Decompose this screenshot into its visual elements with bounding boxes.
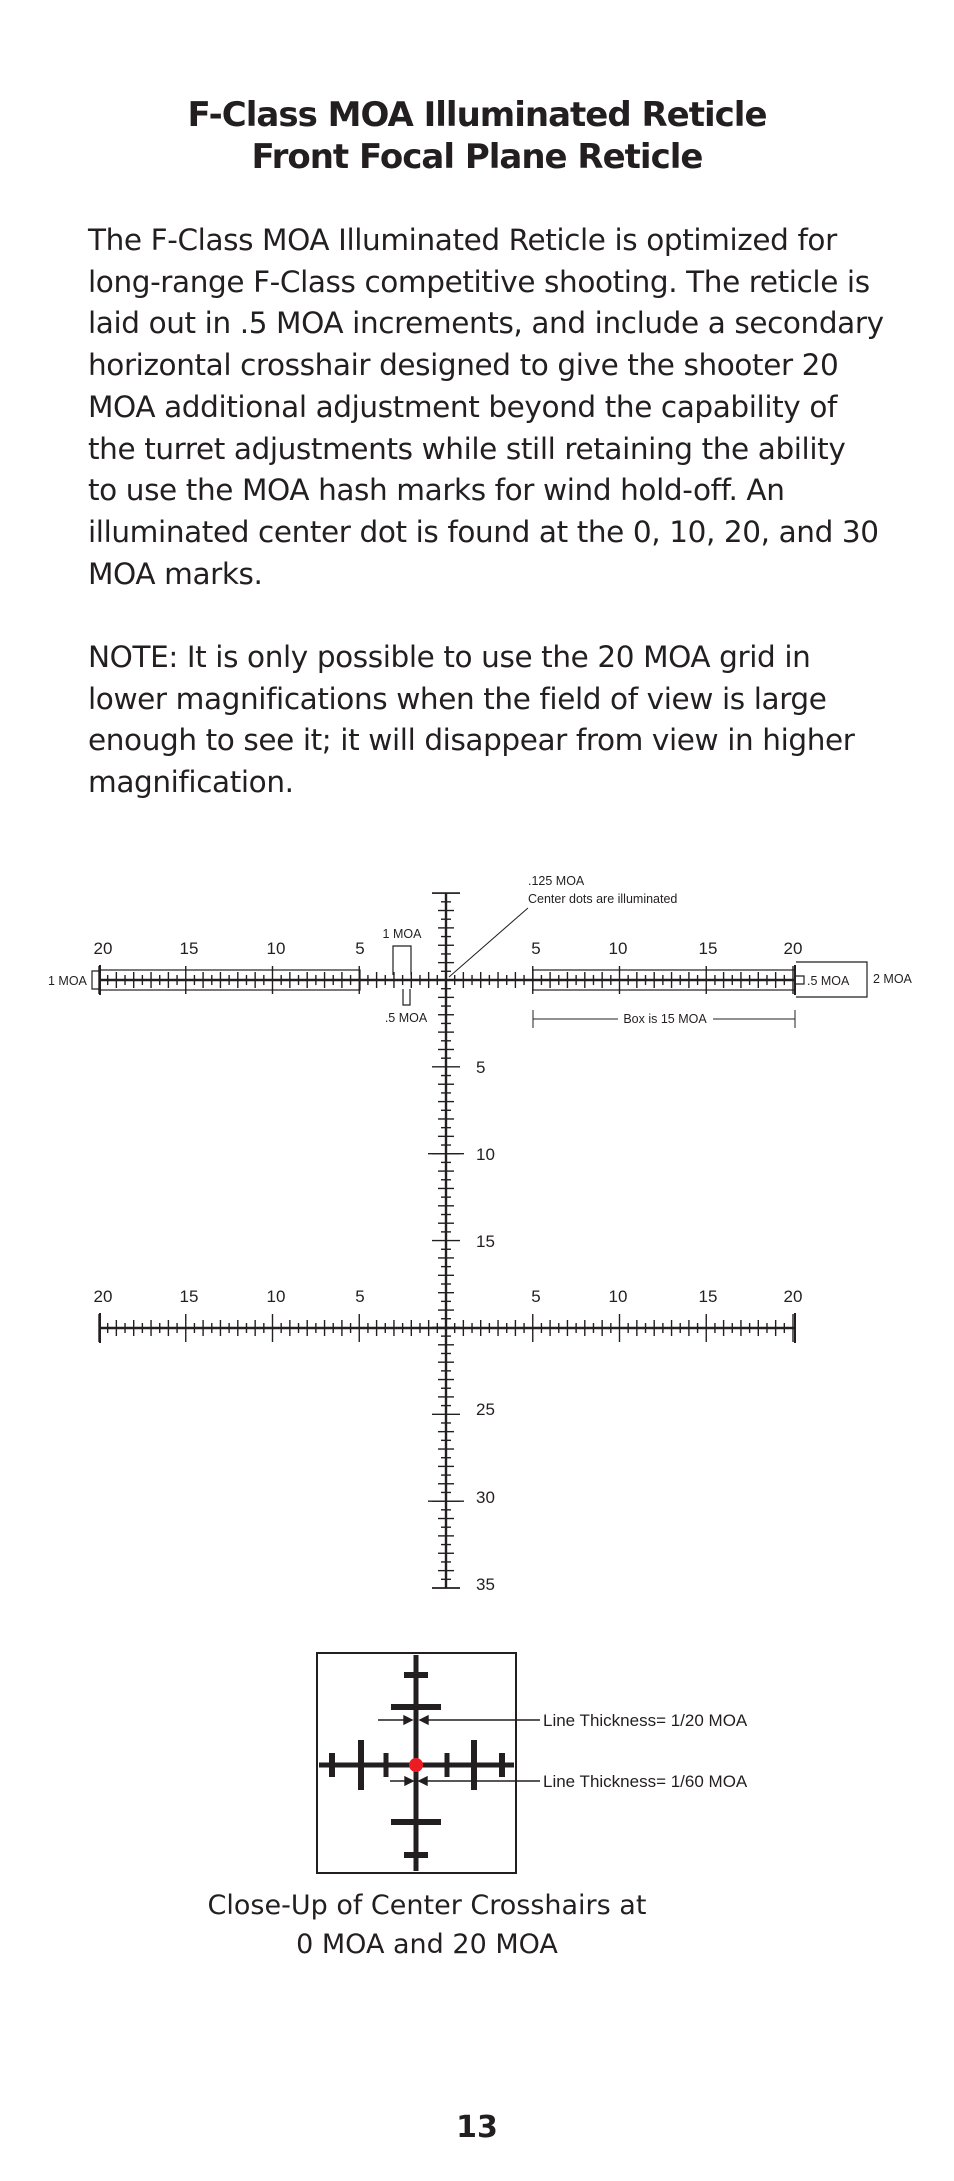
callout-2moa-right: 2 MOA (873, 972, 912, 986)
lower-scale-label: 10 (608, 1287, 628, 1306)
description-line: MOA additional adjustment beyond the capability of (88, 389, 837, 424)
vertical-scale-label: 15 (476, 1232, 495, 1251)
description-line: long-range F-Class competitive shooting. The reticle is (88, 264, 870, 299)
callout-half-moa-bracket (403, 989, 410, 1005)
closeup-label-thin: Line Thickness= 1/60 MOA (543, 1772, 748, 1791)
vertical-scale-label: 25 (476, 1400, 495, 1419)
note-line: enough to see it; it will disappear from view in higher (88, 723, 855, 758)
callout-1moa-bracket (393, 946, 411, 975)
lower-scale-label: 15 (698, 1287, 718, 1306)
upper-scale-label: 15 (179, 939, 199, 958)
lower-scale-label: 5 (531, 1287, 541, 1306)
upper-scale-label: 10 (266, 939, 286, 958)
closeup-label-thick: Line Thickness= 1/20 MOA (543, 1711, 748, 1730)
callout-1moa-left: 1 MOA (48, 974, 87, 988)
description-line: horizontal crosshair designed to give the shooter 20 (88, 348, 839, 383)
upper-scale-label: 5 (531, 939, 541, 958)
description-line: the turret adjustments while still retaining the ability (88, 431, 846, 466)
lower-scale-label: 15 (179, 1287, 199, 1306)
upper-scale-label: 20 (93, 939, 113, 958)
note-line: magnification. (88, 765, 294, 800)
callout-half-moa-right-bracket (796, 976, 804, 984)
upper-scale-label: 5 (355, 939, 365, 958)
closeup-caption-line1: Close-Up of Center Crosshairs at (207, 1890, 647, 1921)
page-subtitle: Front Focal Plane Reticle (251, 137, 703, 177)
upper-scale-label: 15 (698, 939, 718, 958)
lower-scale-label: 20 (93, 1287, 113, 1306)
description-line: The F-Class MOA Illuminated Reticle is optimized for (88, 223, 837, 257)
description-line: to use the MOA hash marks for wind hold-off. An (88, 473, 785, 508)
callout-center-dots: Center dots are illuminated (528, 892, 678, 906)
description-line: illuminated center dot is found at the 0, 10, 20, and 30 (88, 514, 879, 549)
illuminated-center-dot (409, 1758, 423, 1772)
description-line: MOA marks. (88, 556, 263, 591)
vertical-scale-label: 30 (476, 1488, 495, 1507)
upper-scale-label: 10 (608, 939, 628, 958)
vertical-scale-label: 35 (476, 1575, 495, 1594)
note-line: lower magnifications when the field of view is large (88, 681, 827, 716)
page-title: F-Class MOA Illuminated Reticle (187, 95, 767, 135)
vertical-scale-label: 10 (476, 1145, 495, 1164)
lower-scale-label: 5 (355, 1287, 365, 1306)
callout-half-moa-right: .5 MOA (807, 974, 850, 988)
page-number: 13 (456, 2110, 498, 2145)
upper-scale-label: 20 (783, 939, 803, 958)
callout-125-moa: .125 MOA (528, 874, 585, 888)
description-line: laid out in .5 MOA increments, and include a secondary (88, 306, 884, 341)
note-line: NOTE: It is only possible to use the 20 MOA grid in (88, 640, 811, 674)
callout-half-moa-bottom: .5 MOA (384, 1011, 428, 1025)
closeup-caption-line2: 0 MOA and 20 MOA (296, 1929, 558, 1960)
lower-scale-label: 20 (783, 1287, 803, 1306)
lower-scale-label: 10 (266, 1287, 286, 1306)
callout-1moa-top: 1 MOA (382, 927, 422, 941)
callout-1moa-left-bracket (92, 971, 99, 989)
vertical-scale-label: 5 (476, 1058, 486, 1077)
callout-125-leader (449, 908, 528, 977)
callout-box-15moa: Box is 15 MOA (623, 1012, 707, 1026)
